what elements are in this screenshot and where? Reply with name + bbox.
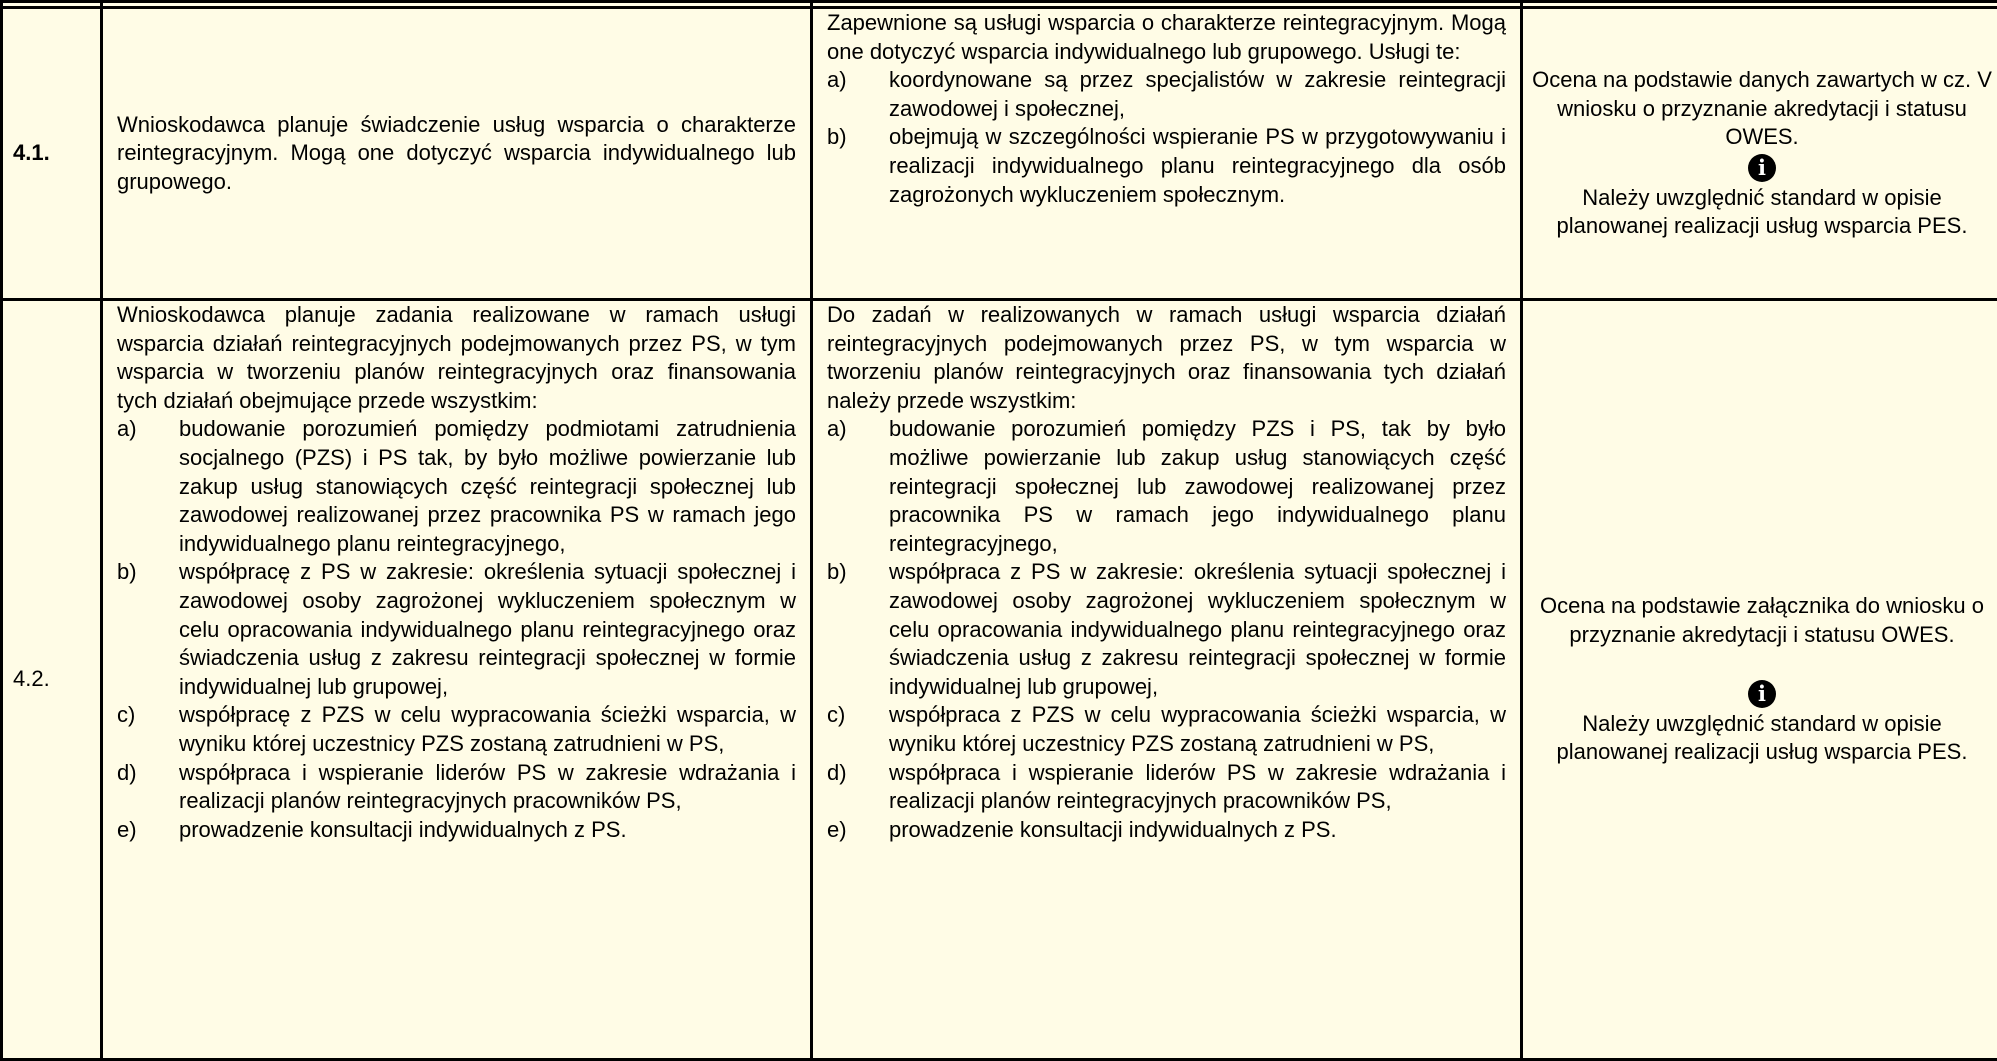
list-item bbox=[827, 759, 1506, 816]
row-evaluation bbox=[1522, 300, 1997, 1060]
list-marker: c) bbox=[117, 701, 135, 730]
description-intro: Wnioskodawca planuje zadania realizowane w ramach usługi wsparcia działań reintegracyjnych podejmowanych przez PS, w tym wsparcia w tworzeniu planów reintegracyjnych oraz finansowania tych działań obejmujące przede wszystkim: bbox=[117, 301, 796, 415]
row-number: 4.2. bbox=[2, 300, 102, 1060]
criteria-list bbox=[827, 66, 1506, 209]
evaluation-text: Ocena na podstawie danych zawartych w cz. V wniosku o przyznanie akredytacji i statusu OWES. bbox=[1527, 66, 1997, 152]
list-item-text: prowadzenie konsultacji indywidualnych z PS. bbox=[889, 817, 1337, 842]
row-number: 4.1. bbox=[2, 8, 102, 300]
list-marker: b) bbox=[827, 123, 847, 152]
list-item-text: współpraca i wspieranie liderów PS w zakresie wdrażania i realizacji planów reintegracyjnych pracowników PS, bbox=[889, 760, 1506, 814]
list-item bbox=[827, 66, 1506, 123]
list-item-text: budowanie porozumień pomiędzy PZS i PS, tak by było możliwe powierzanie lub zakup usług stanowiących część reintegracji społecznej lub zawodowej realizowanej przez pracownika PS w ramach jego indywidualnego planu reintegracyjnego, bbox=[889, 416, 1506, 555]
list-item bbox=[827, 123, 1506, 209]
list-item bbox=[117, 701, 796, 758]
list-marker: a) bbox=[117, 415, 137, 444]
list-marker: b) bbox=[827, 558, 847, 587]
list-item-text: współpraca i wspieranie liderów PS w zakresie wdrażania i realizacji planów reintegracyjnych pracowników PS, bbox=[179, 760, 796, 814]
row-criteria bbox=[812, 300, 1522, 1060]
list-item-text: współpracę z PZS w celu wypracowania ścieżki wsparcia, w wyniku której uczestnicy PZS zostaną zatrudnieni w PS, bbox=[179, 702, 796, 756]
list-item bbox=[827, 816, 1506, 845]
list-marker: d) bbox=[117, 759, 137, 788]
criteria-intro: Zapewnione są usługi wsparcia o charakterze reintegracyjnym. Mogą one dotyczyć wsparcia indywidualnego lub grupowego. Usługi te: bbox=[827, 9, 1506, 66]
list-marker: e) bbox=[117, 816, 137, 845]
list-item bbox=[827, 415, 1506, 558]
info-icon: i bbox=[1527, 152, 1997, 184]
description-text: Wnioskodawca planuje świadczenie usług wsparcia o charakterze reintegracyjnym. Mogą one dotyczyć wsparcia indywidualnego lub grupowego. bbox=[117, 111, 796, 197]
criteria-intro: Do zadań w realizowanych w ramach usługi wsparcia działań reintegracyjnych podejmowanych przez PS, w tym wsparcia w tworzeniu planów reintegracyjnych oraz finansowania tych działań należy przede wszystkim: bbox=[827, 301, 1506, 415]
list-marker: c) bbox=[827, 701, 845, 730]
list-marker: b) bbox=[117, 558, 137, 587]
list-item-text: obejmują w szczególności wspieranie PS w przygotowywaniu i realizacji indywidualnego planu reintegracyjnego dla osób zagrożonych wykluczeniem społecznym. bbox=[889, 124, 1506, 206]
list-marker: d) bbox=[827, 759, 847, 788]
row-evaluation bbox=[1522, 8, 1997, 300]
list-item-text: współpracę z PS w zakresie: określenia sytuacji społecznej i zawodowej osoby zagrożonej wykluczeniem społecznym w celu opracowania indywidualnego planu reintegracyjnego oraz świadczenia usług z zakresu reintegracji społecznej w formie indywidualnej lub grupowej, bbox=[179, 559, 796, 698]
row-description bbox=[102, 300, 812, 1060]
table-row-4-1 bbox=[2, 8, 1997, 300]
row-description bbox=[102, 8, 812, 300]
row-criteria bbox=[812, 8, 1522, 300]
description-list bbox=[117, 415, 796, 844]
list-marker: a) bbox=[827, 415, 847, 444]
list-item-text: współpraca z PS w zakresie: określenia sytuacji społecznej i zawodowej osoby zagrożonej wykluczeniem społecznym w celu opracowania indywidualnego planu reintegracyjnego oraz świadczenia usług z zakresu reintegracji społecznej w formie indywidualnej lub grupowej, bbox=[889, 559, 1506, 698]
evaluation-note: Należy uwzględnić standard w opisie planowanej realizacji usług wsparcia PES. bbox=[1527, 710, 1997, 767]
list-item-text: koordynowane są przez specjalistów w zakresie reintegracji zawodowej i społecznej, bbox=[889, 67, 1506, 121]
list-item bbox=[117, 816, 796, 845]
list-marker: e) bbox=[827, 816, 847, 845]
list-item bbox=[117, 558, 796, 701]
list-item-text: budowanie porozumień pomiędzy podmiotami zatrudnienia socjalnego (PZS) i PS tak, by było możliwe powierzanie lub zakup usług stanowiących część reintegracji społecznej lub zawodowej realizowanej przez pracownika PS w ramach jego indywidualnego planu reintegracyjnego, bbox=[179, 416, 796, 555]
list-item bbox=[827, 558, 1506, 701]
evaluation-note: Należy uwzględnić standard w opisie planowanej realizacji usług wsparcia PES. bbox=[1527, 184, 1997, 241]
criteria-list bbox=[827, 415, 1506, 844]
evaluation-text: Ocena na podstawie załącznika do wniosku o przyznanie akredytacji i statusu OWES. bbox=[1527, 592, 1997, 649]
list-item bbox=[117, 759, 796, 816]
list-item bbox=[117, 415, 796, 558]
table-row-4-2 bbox=[2, 300, 1997, 1060]
info-icon: i bbox=[1527, 678, 1997, 710]
list-marker: a) bbox=[827, 66, 847, 95]
list-item-text: prowadzenie konsultacji indywidualnych z PS. bbox=[179, 817, 627, 842]
list-item-text: współpraca z PZS w celu wypracowania ścieżki wsparcia, w wyniku której uczestnicy PZS zostaną zatrudnieni w PS, bbox=[889, 702, 1506, 756]
list-item bbox=[827, 701, 1506, 758]
